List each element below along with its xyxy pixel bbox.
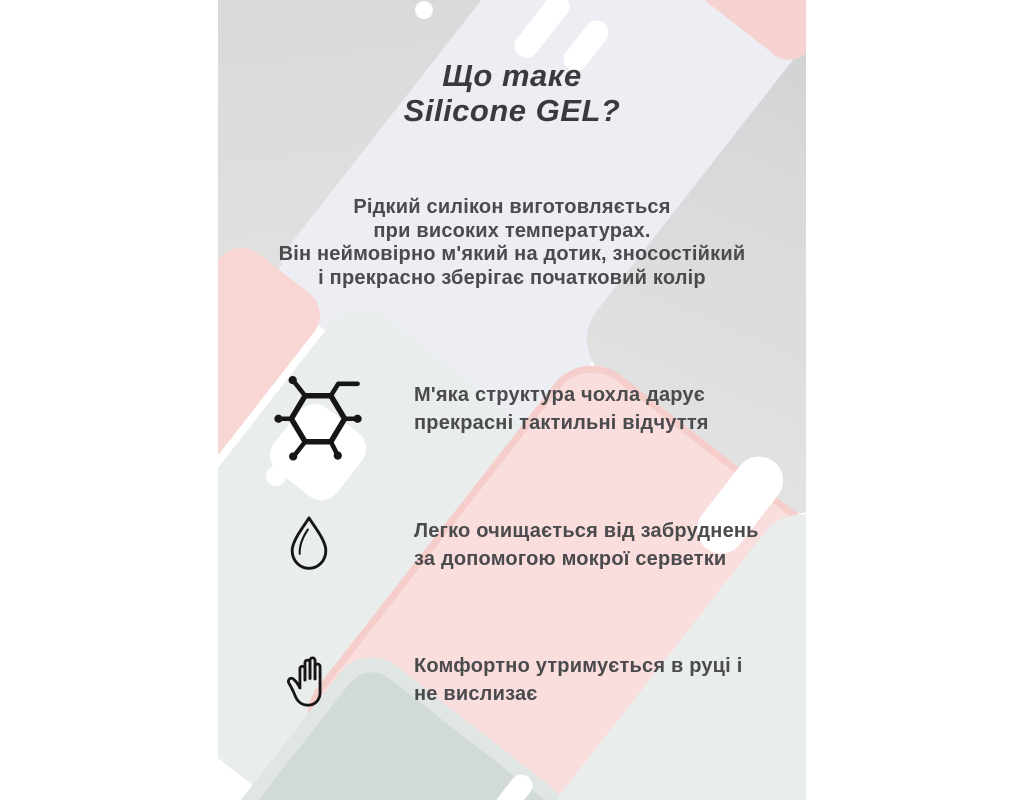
molecule-icon xyxy=(272,370,364,462)
feature-line: Комфортно утримується в руці і xyxy=(414,655,743,677)
water-drop-icon xyxy=(280,512,338,576)
intro-line: при високих температурах. xyxy=(373,219,651,242)
feature-line: М'яка структура чохла дарує xyxy=(414,384,706,406)
intro-line: Він неймовірно м'який на дотик, зносостійкий xyxy=(278,243,746,265)
feature-easy-clean xyxy=(414,517,759,573)
page-title xyxy=(0,58,1024,128)
feature-line: прекрасні тактильні відчуття xyxy=(414,412,709,434)
title-line-2: Silicone GEL? xyxy=(403,93,621,128)
feature-good-grip xyxy=(414,652,742,708)
feature-line: Легко очищається від забруднень xyxy=(414,520,759,542)
feature-line: не вислизає xyxy=(414,683,538,705)
intro-paragraph xyxy=(0,196,1024,290)
hand-icon xyxy=(282,648,338,712)
feature-soft-structure xyxy=(414,381,709,437)
intro-line: Рідкий силікон виготовляється xyxy=(353,196,671,218)
feature-line: за допомогою мокрої серветки xyxy=(414,548,727,570)
intro-line: і прекрасно зберігає початковий колір xyxy=(318,266,706,289)
title-line-1: Що таке xyxy=(442,58,582,93)
